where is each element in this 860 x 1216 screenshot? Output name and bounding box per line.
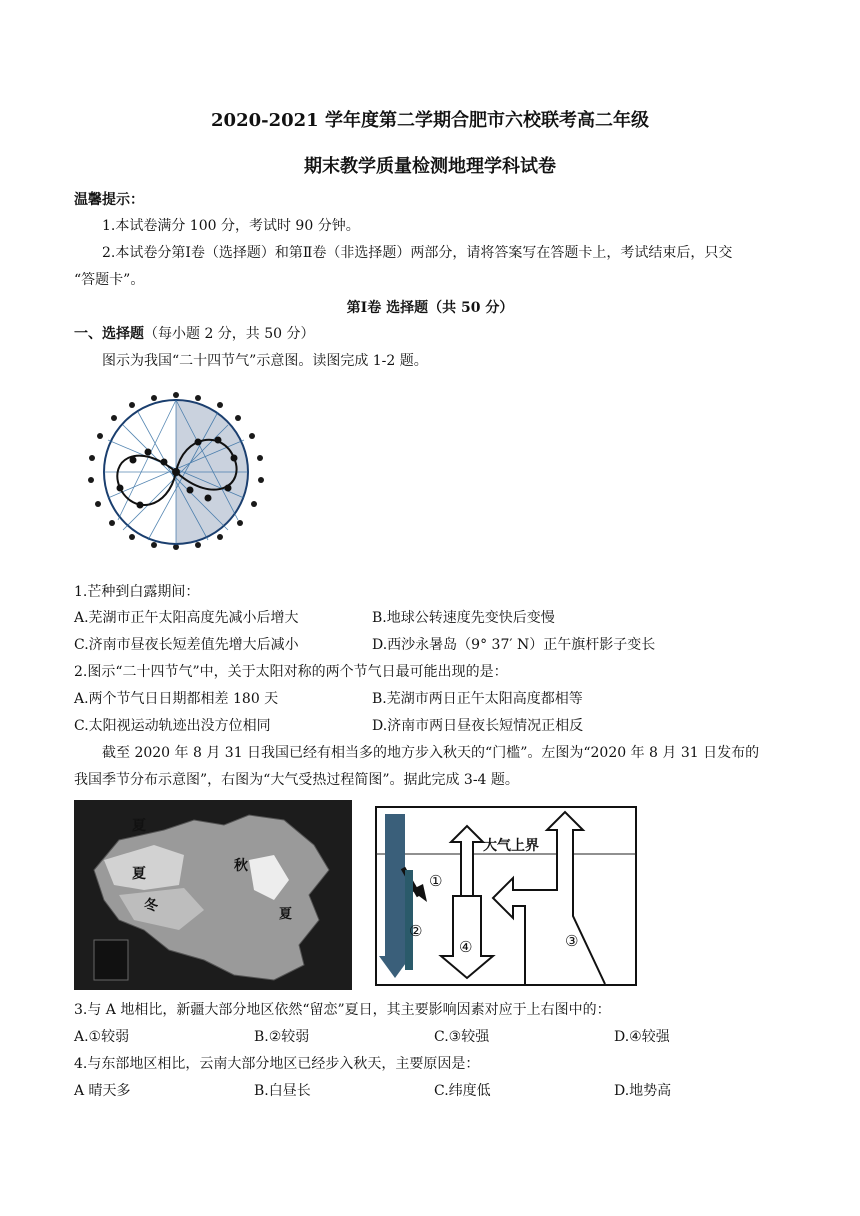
atm-top-label: 大气上界 — [483, 838, 539, 854]
q4-option-c: C.纬度低 — [434, 1083, 491, 1099]
section-title: 第Ⅰ卷 选择题（共 50 分） — [346, 300, 514, 316]
solar-terms-diagram — [78, 380, 278, 560]
q1-stem: 1.芒种到白露期间： — [74, 584, 200, 600]
q1-option-c: C.济南市昼夜长短差值先增大后减小 — [74, 637, 299, 653]
atmosphere-heating-diagram — [375, 806, 637, 986]
map-label-autumn: 秋 — [234, 858, 248, 874]
map-label-summer-south: 夏 — [279, 907, 293, 922]
q3-stem: 3.与 A 地相比，新疆大部分地区依然“留恋”夏日，其主要影响因素对应于上右图中的： — [74, 1002, 611, 1018]
q1-option-b: B.地球公转速度先变快后变慢 — [372, 610, 555, 626]
part1-note: （每小题 2 分，共 50 分） — [144, 326, 315, 342]
map-label-summer-north: 夏 — [132, 818, 146, 834]
intro-1: 图示为我国“二十四节气”示意图。读图完成 1-2 题。 — [102, 353, 428, 369]
q3-option-d: D.④较强 — [614, 1029, 670, 1045]
q1-option-d: D.西沙永暑岛（9° 37′ N）正午旗杆影子变长 — [372, 637, 656, 653]
q2-option-b: B.芜湖市两日正午太阳高度都相等 — [372, 691, 583, 707]
q3-option-c: C.③较强 — [434, 1029, 490, 1045]
season-map — [74, 800, 352, 990]
q2-option-d: D.济南市两日昼夜长短情况正相反 — [372, 718, 584, 734]
notice-heading: 温馨提示： — [74, 192, 144, 208]
q1-option-a: A.芜湖市正午太阳高度先减小后增大 — [74, 610, 299, 626]
q3-option-a: A.①较弱 — [74, 1029, 130, 1045]
q3-option-b: B.②较弱 — [254, 1029, 310, 1045]
atm-label-1: ① — [429, 872, 443, 890]
atm-label-3: ③ — [565, 932, 579, 950]
intro-2a: 截至 2020 年 8 月 31 日我国已经有相当多的地方步入秋天的“门槛”。左图为“2020 年 8 月 31 日发布的 — [102, 745, 760, 761]
q4-option-b: B.白昼长 — [254, 1083, 311, 1099]
part1-heading: 一、选择题 — [74, 326, 144, 342]
notice-item-2a: 2.本试卷分第Ⅰ卷（选择题）和第Ⅱ卷（非选择题）两部分，请将答案写在答题卡上，考试结束后，只交 — [102, 245, 733, 261]
q4-option-a: A 晴天多 — [74, 1083, 131, 1099]
atm-label-2: ② — [409, 922, 423, 940]
intro-2b: 我国季节分布示意图”，右图为“大气受热过程简图”。据此完成 3-4 题。 — [74, 772, 519, 788]
map-label-winter: 冬 — [144, 898, 158, 914]
map-label-summer-xinjiang: 夏 — [132, 866, 146, 882]
notice-item-2b: “答题卡”。 — [74, 272, 145, 288]
q2-option-a: A.两个节气日日期都相差 180 天 — [74, 691, 279, 707]
q4-stem: 4.与东部地区相比，云南大部分地区已经步入秋天，主要原因是： — [74, 1056, 480, 1072]
q2-stem: 2.图示“二十四节气”中，关于太阳对称的两个节气日最可能出现的是： — [74, 664, 508, 680]
q4-option-d: D.地势高 — [614, 1083, 672, 1099]
exam-title-line1: 2020-2021 学年度第二学期合肥市六校联考高二年级 — [211, 110, 649, 131]
exam-title-line2: 期末教学质量检测地理学科试卷 — [304, 156, 556, 177]
atm-label-4: ④ — [459, 938, 473, 956]
q2-option-c: C.太阳视运动轨迹出没方位相同 — [74, 718, 271, 734]
notice-item-1: 1.本试卷满分 100 分，考试时 90 分钟。 — [102, 218, 360, 234]
